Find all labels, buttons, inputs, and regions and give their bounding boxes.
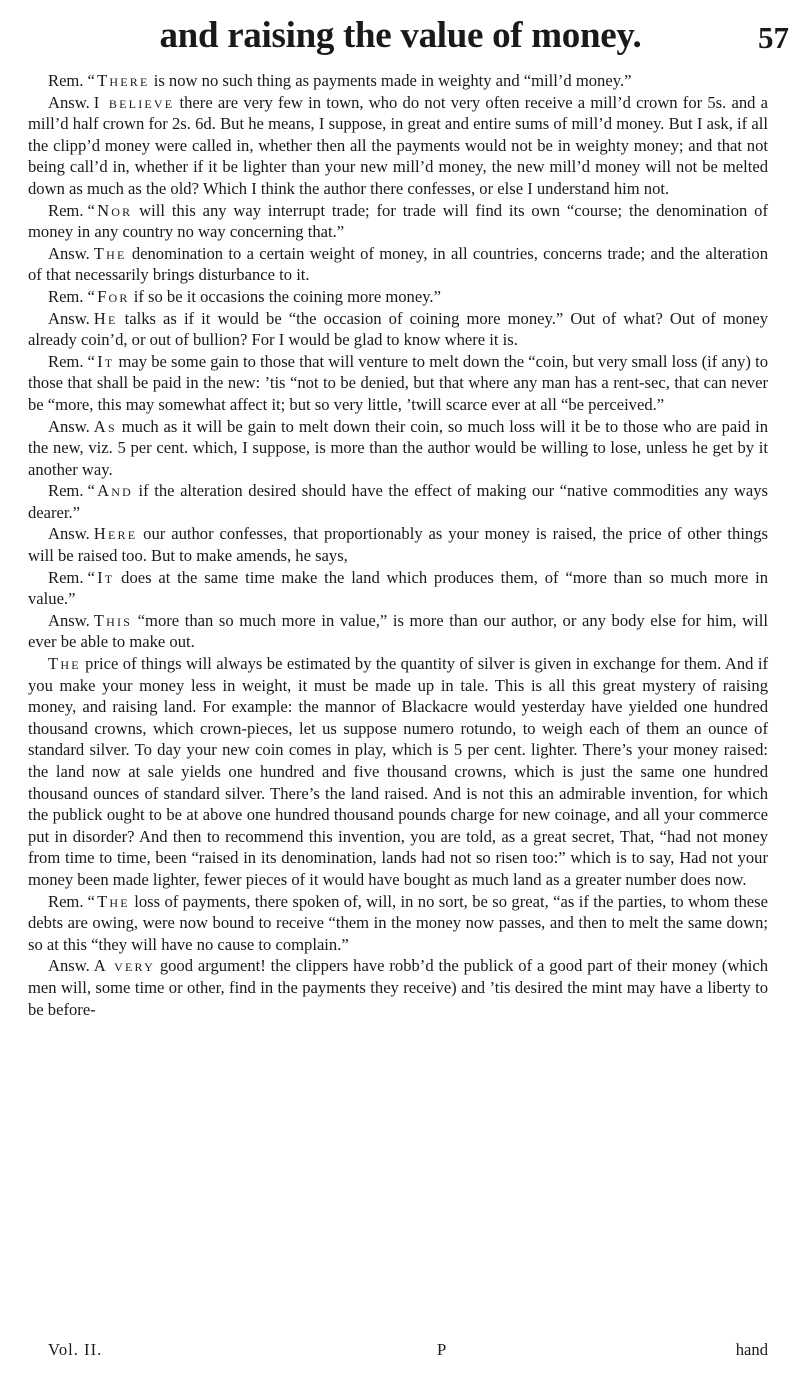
paragraph [28,70,768,92]
speaker-label: Rem. [48,286,84,306]
lead-word: “It [87,567,115,587]
lead-word: “And [87,481,133,501]
paragraph-text: “more than so much more in value,” is more than our author, or any body else for him, will ever be able to make out. [28,610,768,652]
speaker-label: Answ. [48,416,90,436]
speaker-label: Answ. [48,92,90,112]
paragraph [28,200,768,243]
lead-word: “Nor [87,200,133,220]
paragraph [28,480,768,523]
paragraph [28,308,768,351]
speaker-label: Answ. [48,524,90,544]
paragraph-text: is now no such thing as payments made in weighty and “mill’d money.” [153,71,632,90]
speaker-label: Answ. [48,308,90,328]
speaker-label: Rem. [48,567,84,587]
paragraph [28,243,768,286]
catchword: hand [735,1340,768,1359]
paragraph [28,416,768,481]
speaker-label: Answ. [48,956,90,976]
lead-word: This [93,610,133,630]
paragraph [28,351,768,416]
paragraph-text: may be some gain to those that will venture to melt down the “coin, but very small loss (if any) to those that shall be paid in the new: ’tis “not to be denied, but that where any man has a rent-sec, that can never be “more, this may somewhat affect it; but so very little, ’twill scarce ever at all “be perceived.” [28,351,769,414]
speaker-label: Rem. [48,351,84,371]
running-title: and raising the value of money. [159,15,642,56]
speaker-label: Rem. [48,481,84,501]
speaker-label: Rem. [48,200,84,220]
paragraph [28,955,768,1020]
lead-word: The [93,243,127,263]
paragraph-text: there are very few in town, who do not very often receive a mill’d crown for 5s. and a mill’d half crown for 2s. 6d. But he means, I suppose, in great and entire sums of mill’d money. But I ask, if all the clipp’d money were called in, whether then all the payments would not be in weighty money; and that not being call’d in, whether if it be lighter than your new mill’d money, the new mill’d money will not be melted down as much as the old? Which I think the author there confesses, or else I understand him not. [28,92,768,198]
paragraph [28,610,768,653]
paragraph-text: if so be it occasions the coining more money.” [133,286,441,306]
speaker-label: Rem. [48,71,84,90]
paragraph-text: price of things will always be estimated by the quantity of silver is given in exchange for them. And if you make your money less in weight, it must be made up in tale. This is all this great mystery of raising money, and raising land. For example: the mannor of Blackacre would yesterday have yielded one hundred thousand crowns, which crown-pieces, let us suppose numero rotundo, to weigh each of them an ounce of standard silver. To day your new coin comes in play, which is 5 per cent. lighter. There’s your money raised: the land now at sale yields one hundred and five thousand crowns, which is just the same one hundred thousand ounces of standard silver. There’s the land raised. And is not this an admirable invention, for which the publick ought to be at above one hundred thousand pounds charge for new coinage, and all your commerce put in disorder? And then to recommend this invention, you are told, as a great secret, That, “had not money from time to time, been “raised in its denomination, lands had not so risen too:” which is to say, Had not your money been made lighter, fewer pieces of it would have bought as much land as a greater number does now. [28,654,768,889]
volume-label: Vol. II. [48,1340,103,1359]
paragraph-text: will this any way interrupt trade; for trade will find its own “course; the denomination of money in any country no way concerning that.” [28,200,768,242]
paragraph-text: if the alteration desired should have the effect of making our “native commodities any ways dearer.” [28,481,768,522]
lead-word: He [93,308,118,328]
lead-word: “There [87,71,150,90]
paragraph [28,653,768,891]
speaker-label: Rem. [48,891,84,911]
paragraph-text: much as it will be gain to melt down their coin, so much loss will it be to those who are paid in the new, viz. 5 per cent. which, I suppose, is more than the author would be willing to lose, unless he get by it another way. [28,416,768,479]
speaker-label: Answ. [48,610,90,630]
paragraph-text: denomination to a certain weight of money, in all countries, concerns trade; and the alteration of that necessarily brings disturbance to it. [28,243,768,285]
paragraph [28,92,768,200]
lead-word: “For [87,286,130,306]
lead-word: “It [87,351,115,371]
paragraph-text: our author confesses, that proportionably as your money is raised, the price of other things will be raised too. But to make amends, he says, [28,524,768,566]
lead-word: “The [87,891,130,911]
page-header [0,14,801,58]
paragraph [28,523,768,566]
page-body [28,70,768,1020]
signature-mark: P [437,1340,447,1359]
paragraph-text: does at the same time make the land which produces them, of “more than so much more in value.” [28,567,769,609]
lead-word: I believe [93,92,175,112]
paragraph-text: talks as if it would be “the occasion of coining more money.” Out of what? Out of money already coin’d, or out of bullion? For I would be glad to know where it is. [28,308,768,350]
lead-word: A very [93,956,155,976]
speaker-label: Answ. [48,243,90,263]
page-footer [28,1340,768,1364]
lead-word: As [93,416,117,436]
paragraph [28,567,768,610]
paragraph-text: good argument! the clippers have robb’d the publick of a good part of their money (which men will, some time or other, find in the payments they receive) and ’tis desired the mint may have a liberty to be before- [28,956,769,1019]
page-number: 57 [758,20,789,55]
paragraph [28,891,768,956]
paragraph [28,286,768,308]
lead-word: Here [93,524,138,544]
lead-word: The [48,654,81,674]
paragraph-text: loss of payments, there spoken of, will, in no sort, be so great, “as if the parties, to whom these debts are owing, were now bound to receive “them in the money now passes, and then to melt the same down; so at this “they will have no cause to complain.” [28,891,768,954]
